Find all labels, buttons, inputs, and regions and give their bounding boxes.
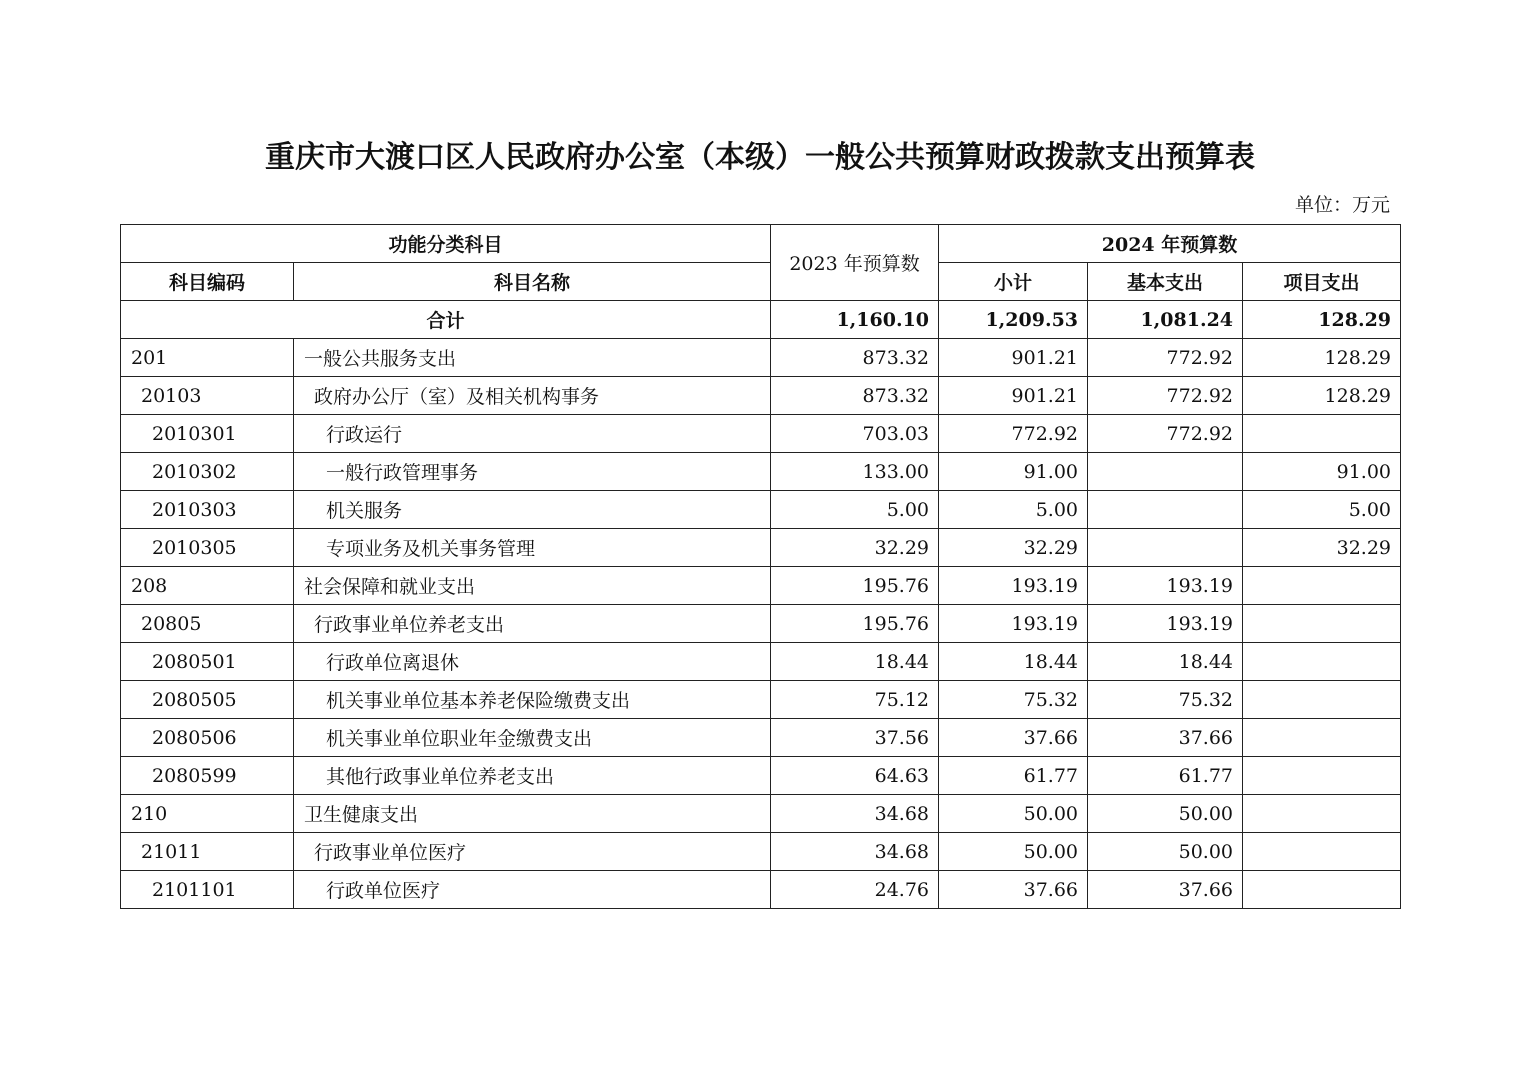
row-basic: 50.00: [1088, 795, 1243, 833]
row-project: [1243, 567, 1401, 605]
row-name: 卫生健康支出: [294, 795, 771, 833]
table-row: [121, 757, 1401, 795]
row-budget-2023: 5.00: [771, 491, 939, 529]
table-row: [121, 491, 1401, 529]
row-code: 21011: [121, 833, 294, 871]
row-basic: 772.92: [1088, 377, 1243, 415]
header-basic: 基本支出: [1088, 263, 1243, 301]
row-name: 行政事业单位医疗: [294, 833, 771, 871]
row-name: 行政运行: [294, 415, 771, 453]
total-project: 128.29: [1243, 301, 1401, 339]
table-row: [121, 605, 1401, 643]
table-row: [121, 377, 1401, 415]
row-name: 行政事业单位养老支出: [294, 605, 771, 643]
row-budget-2023: 64.63: [771, 757, 939, 795]
row-name: 政府办公厅（室）及相关机构事务: [294, 377, 771, 415]
row-budget-2023: 18.44: [771, 643, 939, 681]
row-basic: 18.44: [1088, 643, 1243, 681]
header-budget-2023: 2023 年预算数: [771, 225, 939, 301]
row-basic: [1088, 529, 1243, 567]
row-basic: 61.77: [1088, 757, 1243, 795]
row-subtotal: 193.19: [939, 567, 1088, 605]
row-project: [1243, 605, 1401, 643]
row-budget-2023: 703.03: [771, 415, 939, 453]
row-code: 2010302: [121, 453, 294, 491]
row-budget-2023: 133.00: [771, 453, 939, 491]
row-name: 行政单位离退休: [294, 643, 771, 681]
row-code: 2080505: [121, 681, 294, 719]
row-project: 5.00: [1243, 491, 1401, 529]
row-code: 2080506: [121, 719, 294, 757]
row-code: 210: [121, 795, 294, 833]
row-project: [1243, 719, 1401, 757]
row-budget-2023: 75.12: [771, 681, 939, 719]
row-basic: 772.92: [1088, 339, 1243, 377]
row-code: 2101101: [121, 871, 294, 909]
row-basic: 75.32: [1088, 681, 1243, 719]
row-code: 2010301: [121, 415, 294, 453]
row-name: 机关事业单位基本养老保险缴费支出: [294, 681, 771, 719]
total-basic: 1,081.24: [1088, 301, 1243, 339]
table-row: [121, 339, 1401, 377]
row-project: 128.29: [1243, 339, 1401, 377]
row-code: 2080599: [121, 757, 294, 795]
row-project: [1243, 415, 1401, 453]
row-basic: 37.66: [1088, 719, 1243, 757]
row-code: 208: [121, 567, 294, 605]
row-basic: [1088, 491, 1243, 529]
total-label: 合计: [121, 301, 771, 339]
row-project: [1243, 833, 1401, 871]
table-row: [121, 719, 1401, 757]
unit-label: 单位：万元: [1294, 194, 1390, 216]
row-name: 一般公共服务支出: [294, 339, 771, 377]
table-row: [121, 529, 1401, 567]
row-budget-2023: 34.68: [771, 795, 939, 833]
row-project: [1243, 757, 1401, 795]
row-name: 一般行政管理事务: [294, 453, 771, 491]
row-subtotal: 75.32: [939, 681, 1088, 719]
row-code: 2010303: [121, 491, 294, 529]
total-2023: 1,160.10: [771, 301, 939, 339]
row-name: 社会保障和就业支出: [294, 567, 771, 605]
row-basic: 193.19: [1088, 605, 1243, 643]
budget-table: [120, 224, 1401, 909]
row-code: 20805: [121, 605, 294, 643]
row-name: 行政单位医疗: [294, 871, 771, 909]
row-budget-2023: 37.56: [771, 719, 939, 757]
row-subtotal: 32.29: [939, 529, 1088, 567]
table-row: [121, 681, 1401, 719]
row-code: 20103: [121, 377, 294, 415]
table-row: [121, 415, 1401, 453]
table-row: [121, 453, 1401, 491]
row-name: 其他行政事业单位养老支出: [294, 757, 771, 795]
row-budget-2023: 24.76: [771, 871, 939, 909]
row-name: 机关服务: [294, 491, 771, 529]
row-name: 机关事业单位职业年金缴费支出: [294, 719, 771, 757]
row-code: 2080501: [121, 643, 294, 681]
row-project: [1243, 643, 1401, 681]
header-code: 科目编码: [121, 263, 294, 301]
row-project: [1243, 871, 1401, 909]
row-subtotal: 61.77: [939, 757, 1088, 795]
row-basic: 37.66: [1088, 871, 1243, 909]
total-row: [121, 301, 1401, 339]
table-header: [121, 225, 1401, 301]
row-subtotal: 50.00: [939, 795, 1088, 833]
row-subtotal: 50.00: [939, 833, 1088, 871]
row-basic: 50.00: [1088, 833, 1243, 871]
row-basic: 772.92: [1088, 415, 1243, 453]
row-code: 201: [121, 339, 294, 377]
row-budget-2023: 195.76: [771, 567, 939, 605]
table-body: [121, 301, 1401, 909]
row-budget-2023: 873.32: [771, 339, 939, 377]
row-basic: [1088, 453, 1243, 491]
row-subtotal: 18.44: [939, 643, 1088, 681]
header-functional-category: 功能分类科目: [121, 225, 771, 263]
total-subtotal: 1,209.53: [939, 301, 1088, 339]
header-project: 项目支出: [1243, 263, 1401, 301]
row-project: [1243, 795, 1401, 833]
header-budget-2024: 2024 年预算数: [939, 225, 1401, 263]
table-row: [121, 833, 1401, 871]
row-subtotal: 901.21: [939, 377, 1088, 415]
page-title: 重庆市大渡口区人民政府办公室（本级）一般公共预算财政拨款支出预算表: [265, 140, 1255, 175]
row-code: 2010305: [121, 529, 294, 567]
row-budget-2023: 195.76: [771, 605, 939, 643]
row-project: 91.00: [1243, 453, 1401, 491]
row-project: [1243, 681, 1401, 719]
header-name: 科目名称: [294, 263, 771, 301]
row-budget-2023: 873.32: [771, 377, 939, 415]
row-subtotal: 91.00: [939, 453, 1088, 491]
table-row: [121, 871, 1401, 909]
table-row: [121, 567, 1401, 605]
row-subtotal: 37.66: [939, 719, 1088, 757]
row-subtotal: 901.21: [939, 339, 1088, 377]
row-basic: 193.19: [1088, 567, 1243, 605]
row-subtotal: 37.66: [939, 871, 1088, 909]
row-project: 32.29: [1243, 529, 1401, 567]
header-subtotal: 小计: [939, 263, 1088, 301]
table-row: [121, 643, 1401, 681]
table-row: [121, 795, 1401, 833]
row-subtotal: 772.92: [939, 415, 1088, 453]
row-budget-2023: 32.29: [771, 529, 939, 567]
row-subtotal: 5.00: [939, 491, 1088, 529]
row-name: 专项业务及机关事务管理: [294, 529, 771, 567]
row-project: 128.29: [1243, 377, 1401, 415]
row-budget-2023: 34.68: [771, 833, 939, 871]
row-subtotal: 193.19: [939, 605, 1088, 643]
